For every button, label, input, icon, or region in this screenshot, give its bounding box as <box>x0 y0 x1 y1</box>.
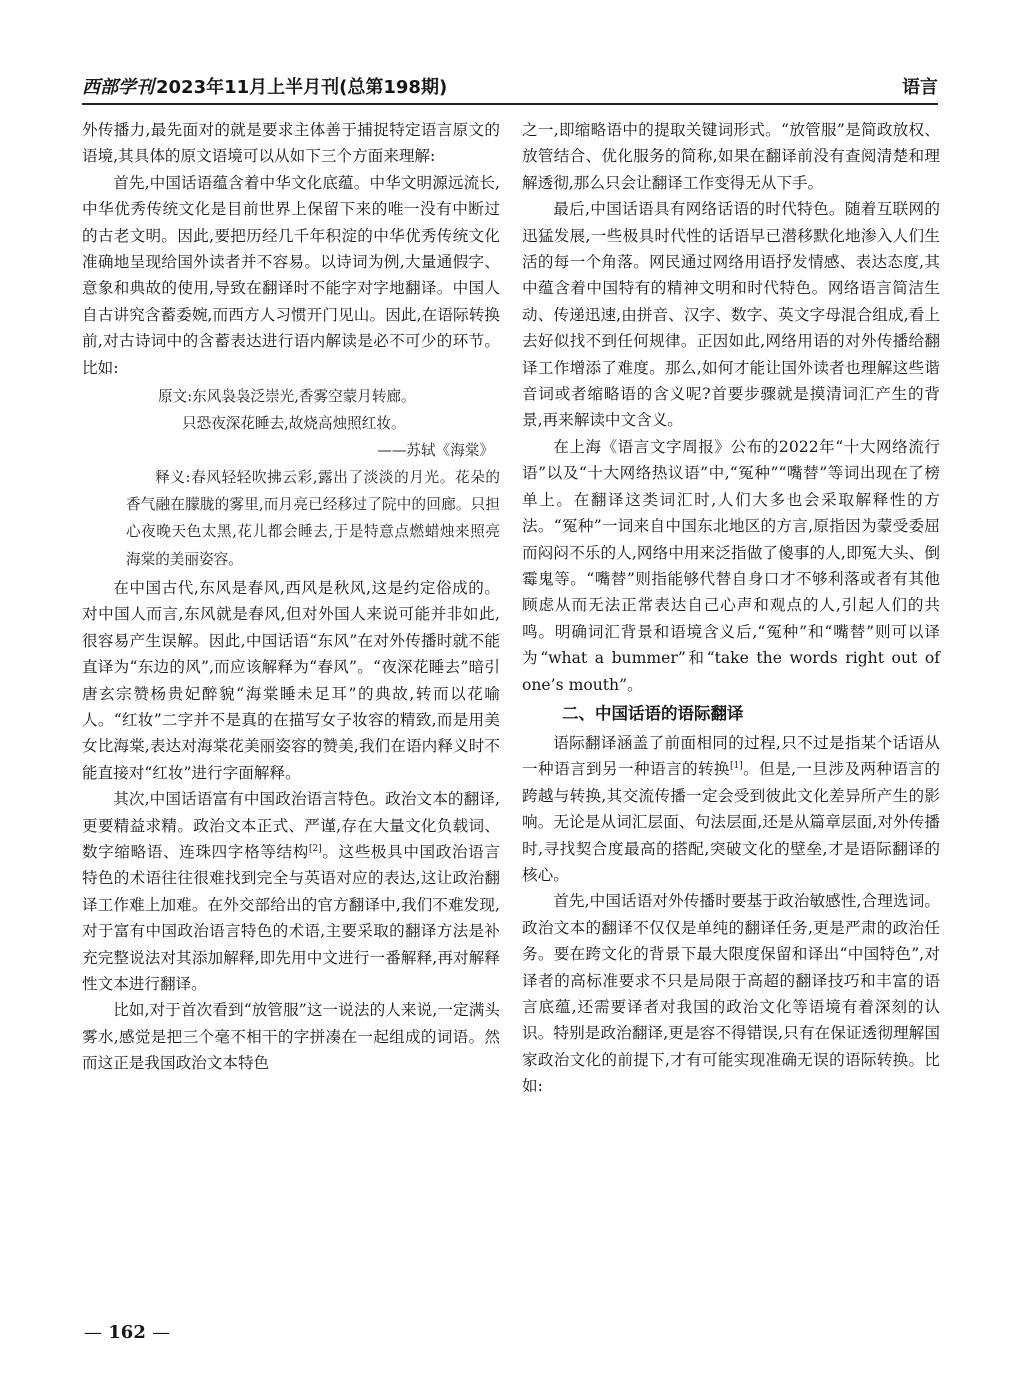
footer-dash: — <box>152 1322 171 1343</box>
citation-ref: [2] <box>308 843 322 854</box>
paragraph: 之一,即缩略语中的提取关键词形式。“放管服”是简政放权、放管结合、优化服务的简称,如果在翻译前没有查阅清楚和理解透彻,那么只会让翻译工作变得无从下手。 <box>522 121 940 192</box>
left-column <box>82 117 500 1307</box>
citation-ref: [1] <box>729 761 743 772</box>
page-footer <box>84 1322 170 1343</box>
header-journal-info <box>82 73 447 99</box>
paragraph <box>82 786 500 997</box>
paragraph: 比如,对于首次看到“放管服”这一说法的人来说,一定满头雾水,感觉是把三个毫不相干的字拼凑在一起组成的词语。然而这正是我国政治文本特色 <box>82 1001 500 1073</box>
paragraph: 外传播力,最先面对的就是要求主体善于捕捉特定语言原文的语境,其具体的原文语境可以从如下三个方面来理解: <box>82 121 500 166</box>
paragraph <box>522 730 940 888</box>
running-header <box>82 69 938 105</box>
section-label: 语言 <box>902 77 938 98</box>
paragraph: 在上海《语言文字周报》公布的2022年“十大网络流行语”以及“十大网络热议语”中,“冤种”“嘴替”等词出现在了榜单上。在翻译这类词汇时,人们大多也会采取解释性的方法。“冤种”一词来自中国东北地区的方言,原指因为蒙受委屈而闷闷不乐的人,网络中用来泛指做了傻事的人,即冤大头、倒霉鬼等。“嘴替”则指能够代替自身口才不够利落或者有其他顾虑从而无法正常表达自己心声和观点的人,引起人们的共鸣。明确词汇背景和语境含义后,“冤种”和“嘴替”则可以译为“what a bummer”和“take the words right out of one’s mouth”。 <box>522 437 940 694</box>
poem-explanation: 释义:春风轻轻吹拂云彩,露出了淡淡的月光。花朵的香气融在朦胧的雾里,而月亮已经移过了院中的回廊。只担心夜晚天色太黑,花儿都会睡去,于是特意点燃蜡烛来照亮海棠的美丽姿容。 <box>126 469 500 568</box>
page-number: 162 <box>108 1322 146 1343</box>
section-heading: 二、中国话语的语际翻译 <box>562 703 744 723</box>
journal-logo: 西部学刊 <box>82 77 154 98</box>
poem-line: 只恐夜深花睡去,故烧高烛照红妆。 <box>182 415 406 433</box>
paragraph-text: 语际翻译涵盖了前面相同的过程,只不过是指某个话语从一种语言到另一种语言的转换 <box>522 733 940 779</box>
poem-line: 原文:东风袅袅泛崇光,香雾空蒙月转廊。 <box>158 388 416 406</box>
poem-author: ——苏轼《海棠》 <box>377 442 494 460</box>
paragraph-text: 其次,中国话语富有中国政治语言特色。政治文本的翻译,更要精益求精。政治文本正式、严谨,存在大量文化负载词、数字缩略语、连珠四字格等结构 <box>82 790 500 861</box>
paragraph: 在中国古代,东风是春风,西风是秋风,这是约定俗成的。对中国人而言,东风就是春风,但对外国人来说可能并非如此,很容易产生误解。因此,中国话语“东风”在对外传播时就不能直译为“东边的风”,而应该解释为“春风”。“夜深花睡去”暗引唐玄宗赞杨贵妃醉貌“海棠睡未足耳”的典故,转而以花喻人。“红妆”二字并不是真的在描写女子妆容的精致,而是用美女比海棠,表达对海棠花美丽姿容的赞美,我们在语内释义时不能直接对“红妆”进行字面解释。 <box>82 578 500 782</box>
right-column <box>522 117 940 1347</box>
paragraph-text: 。但是,一旦涉及两种语言的跨越与转换,其交流传播一定会受到彼此文化差异所产生的影响。无论是从词汇层面、句法层面,还是从篇章层面,对外传播时,寻找契合度最高的搭配,突破文化的壁垒,才是语际翻译的核心。 <box>522 760 940 884</box>
issue-info: 2023年11月上半月刊(总第198期) <box>156 77 448 98</box>
paragraph-text: 。这些极具中国政治语言特色的术语往往很难找到完全与英语对应的表达,这让政治翻译工作难上加难。在外交部给出的官方翻译中,我们不难发现,对于富有中国政治语言特色的术语,主要采取的翻译方法是补充完整说法对其添加解释,即先用中文进行一番解释,再对解释性文本进行翻译。 <box>82 842 500 993</box>
poem-quote <box>82 383 500 573</box>
paragraph: 首先,中国话语蕴含着中华文化底蕴。中华文明源远流长,中华优秀传统文化是目前世界上保留下来的唯一没有中断过的古老文明。因此,要把历经几千年积淀的中华优秀传统文化准确地呈现给国外读者并不容易。以诗词为例,大量通假字、意象和典故的使用,导致在翻译时不能字对字地翻译。中国人自古讲究含蓄委婉,而西方人习惯开门见山。因此,在语际转换前,对古诗词中的含蓄表达进行语内解读是必不可少的环节。比如: <box>82 173 500 377</box>
paragraph: 最后,中国话语具有网络话语的时代特色。随着互联网的迅猛发展,一些极具时代性的话语早已潜移默化地渗入人们生活的每一个角落。网民通过网络用语抒发情感、表达态度,其中蕴含着中国特有的精神文明和时代特色。网络语言简洁生动、传递迅速,由拼音、汉字、数字、英文字母混合组成,看上去好似找不到任何规律。正因如此,网络用语的对外传播给翻译工作增添了难度。那么,如何才能让国外读者也理解这些谐音词或者缩略语的含义呢?首要步骤就是摸清词汇产生的背景,再来解读中文含义。 <box>522 200 940 430</box>
footer-dash: — <box>84 1322 102 1343</box>
paragraph: 首先,中国话语对外传播时要基于政治敏感性,合理选词。政治文本的翻译不仅仅是单纯的翻译任务,更是严肃的政治任务。要在跨文化的背景下最大限度保留和译出“中国特色”,对译者的高标准要求不只是局限于高超的翻译技巧和丰富的语言底蕴,还需要译者对我国的政治文化等语境有着深刻的认识。特别是政治翻译,更是容不得错误,只有在保证透彻理解国家政治文化的前提下,才有可能实现准确无误的语际转换。比如: <box>522 892 940 1096</box>
